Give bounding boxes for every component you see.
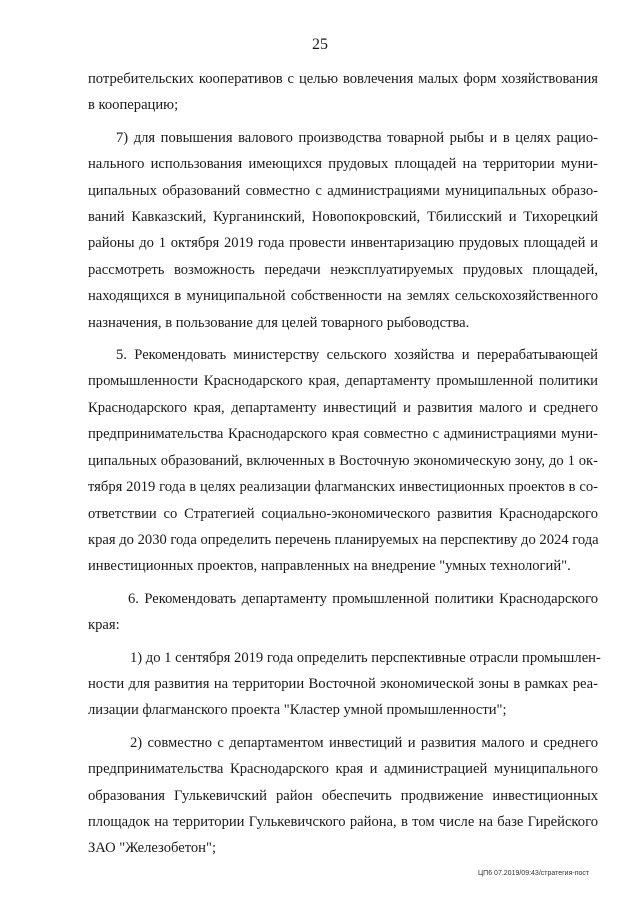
text-line: лизации флагманского проекта "Кластер умной промышленности"; — [88, 702, 507, 719]
text-line: 7) для повышения валового производства товарной рыбы и в целях рацио- — [116, 129, 598, 146]
text-line: Краснодарского края, департаменту инвестиций и развития малого и среднего — [88, 399, 598, 416]
page-number: 25 — [312, 36, 328, 53]
text-line: назначения, в пользование для целей товарного рыбоводства. — [88, 314, 470, 331]
text-line: ваний Кавказский, Курганинский, Новопокровский, Тбилисский и Тихорецкий — [88, 209, 598, 226]
text-line: площадок на территории Гулькевичского района, в том числе на базе Гирейского — [88, 813, 598, 830]
text-line: края до 2030 года определить перечень планируемых на перспективу до 2024 года — [88, 531, 599, 548]
text-line: промышленности Краснодарского края, департаменту промышленной политики — [88, 373, 598, 390]
text-line: нального использования имеющихся прудовых площадей на территории муни- — [88, 156, 598, 173]
text-line: ципальных образований совместно с администрациями муниципальных образо- — [88, 182, 598, 199]
text-line: ответствии со Стратегией социально-экономического развития Краснодарского — [88, 505, 598, 522]
text-line: в кооперацию; — [88, 97, 179, 114]
text-line: предпринимательства Краснодарского края и администрацией муниципального — [88, 761, 598, 778]
text-line: 1) до 1 сентября 2019 года определить перспективные отрасли промышлен- — [130, 649, 601, 666]
text-line: 6. Рекомендовать департаменту промышленной политики Краснодарского — [128, 590, 598, 607]
text-line: находящихся в муниципальной собственности на землях сельскохозяйственного — [88, 288, 598, 305]
text-line: районы до 1 октября 2019 года провести инвентаризацию прудовых площадей и — [88, 235, 598, 252]
text-line: 5. Рекомендовать министерству сельского хозяйства и перерабатывающей — [116, 347, 598, 364]
text-line: ЗАО "Железобетон"; — [88, 840, 217, 857]
text-line: инвестиционных проектов, направленных на внедрение "умных технологий". — [88, 558, 571, 575]
text-line: тября 2019 года в целях реализации флагманских инвестиционных проектов в со- — [88, 479, 598, 496]
text-line: предпринимательства Краснодарского края совместно с администрациями муни- — [88, 426, 598, 443]
text-line: образования Гулькевичский район обеспечить продвижение инвестиционных — [88, 787, 598, 804]
text-line: ципальных образований, включенных в Восточную экономическую зону, до 1 ок- — [88, 452, 598, 469]
text-line: потребительских кооперативов с целью вовлечения малых форм хозяйствования — [88, 71, 598, 87]
text-line: края: — [88, 617, 120, 634]
text-line: 2) совместно с департаментом инвестиций и развития малого и среднего — [130, 734, 598, 751]
footer-document-code: ЦП6 07.2019/09:43/стратегия-пост — [478, 870, 590, 877]
text-line: рассмотреть возможность передачи неэксплуатируемых прудовых площадей, — [88, 261, 598, 278]
text-line: ности для развития на территории Восточной экономической зоны в рамках реа- — [88, 675, 598, 692]
document-body — [88, 66, 601, 862]
